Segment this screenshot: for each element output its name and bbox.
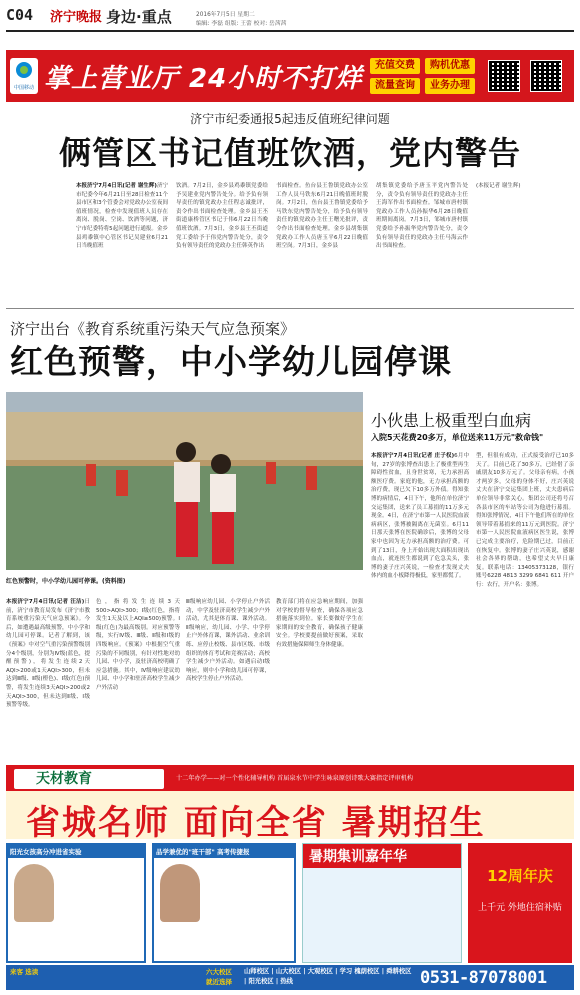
story1-kicker: 济宁市纪委通报5起违反值班纪律问题 bbox=[190, 112, 390, 126]
sidebar-column: 本报济宁7月4日讯(记者 庄子权)6月中旬，27岁的张博查出患上了极重型再生障碍性贫血，且身世贫寒，无力承担高额医疗费。家庭的他，无力承担高额的治疗费，现已欠下10多万外债。得知张博的病情后，4日下午，他所在单位济宁交运集团，送来了员工募捐的11万多元现金。4日，在济宁市第一人民医院血液病病区，张博被隔离在无菌室。6月11日那天张博在医院确诊后，张博的父母家中也因为无力承担高额的治疗费。可到了13日，身上开始出现大面积出现出血点，就连医生都说到了危急关头，张博的妻子庄兴英说，一检查才发现丈夫体内的血小板降得极低，家里都慌了。 bbox=[371, 453, 469, 580]
story1-column: 本报济宁7月4日讯(记者 谢生辉)济宁市纪委今年6月21日至28日检查11个县市区和3个管委会对党政办公室夜间值班情况，检查中发现值班人员存在离岗、脱岗、空岗、饮酒等问题，济宁市纪委特将5起问题进行通报。金乡县鸡黍镇中心管区书记吴建业6月21日当晚值班 bbox=[76, 183, 168, 250]
china-mobile-logo bbox=[10, 58, 38, 94]
ad-card: 品学兼优的"班干部" 高考传捷报 bbox=[152, 843, 296, 963]
ad-tag: 流量查询 bbox=[370, 78, 420, 94]
divider bbox=[6, 308, 574, 309]
story1-column: 书面检查。鱼台县王鲁镇党政办公室工作人员马铁东6月21日晚值班时脱岗。7月2日，鱼台县王鲁镇党委给予马铁东党内警告处分，给予负有领导责任的镇党政办主任王曙光批评，责令作出书面检查处理。金乡县胡集镇党政办工作人员唐玉平6月22日晚值班空岗。7月3日，金乡县 bbox=[276, 183, 368, 250]
ad-card: 阳光女孩高分冲进省实验 bbox=[6, 843, 146, 963]
kindergarten-photo bbox=[6, 392, 363, 570]
story2-column: 教育部门将在应急响应期间，加强对学校的督导检查，确保各项应急措施落实到位。家长要做好学生在家期间的安全教育，确保孩子健康安全。学校要提前做好预案，采取有效措施保障师生身体健康。 bbox=[276, 599, 363, 648]
campuses-label: 六大校区 就近选择 bbox=[206, 968, 232, 986]
ad-tag: 业务办理 bbox=[425, 78, 475, 94]
ad-tag: 充值交费 bbox=[370, 58, 420, 74]
newspaper-logo: 济宁晚报 bbox=[50, 10, 103, 25]
story1-headline: 俩管区书记值班饮酒，党内警告 bbox=[58, 134, 521, 172]
sidebar-headline: 小伙患上极重型白血病 bbox=[371, 411, 532, 430]
education-ad[interactable] bbox=[6, 765, 574, 990]
hotline-number[interactable]: 0531-87078001 bbox=[420, 968, 547, 988]
student-photo bbox=[160, 864, 200, 922]
story1-column: 饮酒。7月2日，金乡县鸡黍镇党委给予吴建业党内警告处分。给予负有领导责任的镇党政办主任程志诚批评，责令作出书面检查处理。金乡县王丕街道康桥管区书记于伟6月22日当晚值班饮酒。7月3日，金乡县王丕街道党工委给予于伟党内警告处分，责令负有领导责任的党政办主任韩英作出 bbox=[176, 183, 268, 250]
section-title: 身边·重点 bbox=[106, 8, 172, 26]
ad-tagline: 十二年办学——对一个性化辅导机构 首届泉水节中学生咏泉原创诗歌大赛指定评审机构 bbox=[176, 775, 414, 782]
story1-column: (本报记者 谢生辉) bbox=[476, 183, 521, 189]
sidebar-column: 型，但很有成功，正式接受治疗已10多天了。目前已花了30多万，已经借了亲戚朋友10多万元了。父母亲有病，小孩才两岁多，父母的身体不好，庄兴英说丈夫在济宁交运集团上班，丈夫患病后单位领导非常关心。集团公司还将号召各县市区的车站等公司为他进行募捐。得知张博情况，4日下午他们所在的单位领导带着募捐来的11万元到医院。济宁市第一人民医院血液病区医生说，张博已完成主要治疗，危险期已过，目前正在恢复中。张博的妻子庄兴英说，感谢社会各界的帮助，也希望丈夫早日康复。联系电话：13405373128，银行账号6228 4813 3299 6841 611 开户行：农行，开户名：张博。 bbox=[476, 453, 574, 588]
tiancai-logo: 天材教育 bbox=[14, 769, 164, 789]
story2-column: 本报济宁7月4日讯(记者 汪洁)日前，济宁市教育局发布《济宁市教育系统重污染天气应急预案》。今后，如遭遇最高级预警，中小学和幼儿园可停课。记者了解到，该《预案》中对空气重污染预警级别分4个级别，分别为Ⅳ级(蓝色，提醒预警)，将发生连续2天AQI>200或1天AQI>300，但未达到Ⅲ级、Ⅱ级(橙色)、Ⅰ级(红色)预警，将发生连续3天AQI>200或2天AQI>300，但未达到Ⅱ级、Ⅰ级预警等级。 bbox=[6, 599, 90, 709]
issue-date: 2016年7月5日 星期二 bbox=[196, 12, 255, 18]
qr-code bbox=[488, 60, 520, 92]
editor-credits: 编辑: 李磊 组版: 王蕾 校对: 岳茜茜 bbox=[196, 21, 287, 27]
ad-headline: 掌上营业厅 24小时不打烊 bbox=[44, 64, 363, 94]
page-number: C04 bbox=[6, 6, 34, 24]
ad-headline: 省城名师 面向全省 暑期招生 bbox=[26, 803, 486, 843]
story1-column: 胡集镇党委给予唐玉平党内警告处分，责令负有领导责任的党政办主任王海军作出书面检查。邹城市唐村镇党政办工作人员孙振华6月28日晚值班期间离岗。7月3日，邹城市唐村镇党委给予孙振华党内警告处分，责令负有领导责任的党政办主任马海云作出书面检查。 bbox=[376, 183, 468, 250]
anniversary-badge: 12周年庆 上千元 外地住宿补贴 bbox=[468, 843, 572, 963]
header-rule bbox=[6, 30, 574, 32]
campus-list: 山师校区 | 山大校区 | 大观校区 | 学习 槐荫校区 | 舜耕校区 | 阳光校区 | 热线 bbox=[244, 968, 412, 985]
svg-text:中国移动: 中国移动 bbox=[13, 85, 35, 91]
story2-column: Ⅲ级响应幼儿园、小学停止户外活动，中学及驻济高校学生减少户外活动，尤其是体育课、课外活动。Ⅱ级响应，幼儿园、小学、中学停止户外体育课，课外活动、业余训练、应停止校级、县市区级、市级组织的体育考试和竞赛活动；高校学生减少户外活动。如遇启动Ⅰ级响应，则中小学和幼儿园可停课，高校学生停止户外活动。 bbox=[186, 599, 270, 683]
ad-tag: 购机优惠 bbox=[425, 58, 475, 74]
story2-headline: 红色预警，中小学幼儿园停课 bbox=[10, 342, 452, 381]
ad-camp-panel: 暑期集训嘉年华 bbox=[302, 843, 462, 963]
sidebar-subheadline: 入院5天花费20多万，单位送来11万元"救命钱" bbox=[371, 433, 544, 442]
photo-caption: 红色预警时，中小学幼儿园可停课。(资料图) bbox=[6, 578, 126, 585]
consult-label: 来客 选读 bbox=[10, 968, 39, 976]
story2-kicker: 济宁出台《教育系统重污染天气应急预案》 bbox=[10, 320, 296, 338]
student-photo bbox=[14, 864, 54, 922]
qr-code bbox=[530, 60, 562, 92]
story2-column: 色，指将发生连续3天500>AQI>300；Ⅰ级(红色，指将发生1天及以上AQI≥500)预警。Ⅰ级(红色)为最高级别。对应预警等级，实行Ⅳ级、Ⅲ级、Ⅱ级和Ⅰ级的四级响应。《预案》中根据空气重污染的不同级别，有针对性地对幼儿园、中小学，及驻济高校明确了应急措施。其中，Ⅳ级响应建议幼儿园、中小学和驻济高校学生减少户外活动 bbox=[96, 599, 180, 691]
